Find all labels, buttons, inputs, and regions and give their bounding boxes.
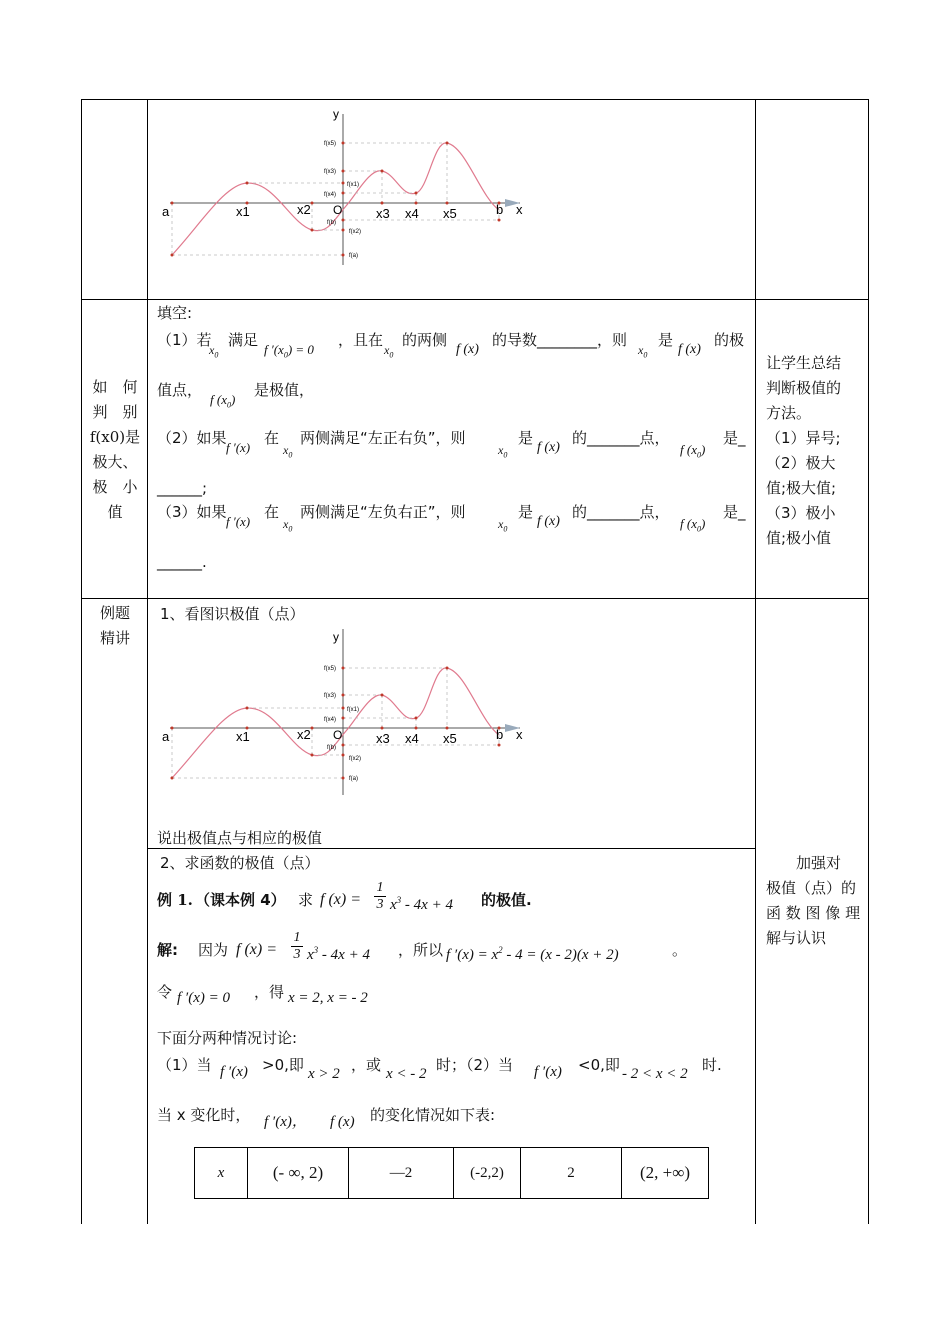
col-divider-2 (755, 99, 756, 1224)
g2-x1-label: x1 (236, 729, 250, 744)
q3-c: 两侧满足“左负右正”，则 (300, 503, 466, 521)
q3-fpx: f ′(x) (226, 514, 251, 529)
g1-fa-label: f(a) (349, 253, 358, 259)
q3-fx: f (x) (537, 514, 560, 529)
g2-o-label: O (333, 728, 343, 742)
g1-b-label: b (496, 202, 504, 217)
ling-de: ，得 (254, 983, 285, 1001)
row2-right-3: 方法。 (766, 404, 812, 422)
ling-label: 令 (157, 983, 173, 1001)
case-1-e: x < - 2 (386, 1066, 427, 1082)
vt-h-mid: (-2,2) (454, 1148, 521, 1199)
g1-fx2-label: f(x2) (349, 229, 361, 235)
q3-f: 是_ (723, 503, 746, 521)
row2-left-line-1: 如 何 (92, 378, 138, 396)
case-1-b: >0,即 (262, 1056, 304, 1074)
g2-a-label: a (162, 729, 170, 744)
extremum-graph-1 (150, 100, 540, 270)
g2-x-label: x (516, 727, 523, 742)
row2-right-7: （3）极小 (766, 504, 836, 522)
row-divider-1 (81, 299, 869, 300)
q2-fx0: f $(x_0)$ (680, 442, 706, 460)
q3-x0b: $x_0$ (498, 517, 508, 534)
row2-left-line-3: f(x0)是 (89, 428, 141, 446)
g2-b-label: b (496, 727, 504, 742)
q1-fx: f (x) (456, 342, 479, 357)
case-1-d: ，或 (351, 1056, 382, 1074)
row2-left-line-2: 判 别 (92, 403, 138, 421)
q2-fx: f (x) (537, 440, 560, 455)
q2-x0b: $x_0$ (498, 443, 508, 460)
row-divider-2 (81, 598, 869, 599)
g2-fx1-label: f(x1) (347, 707, 359, 713)
ling-eq0: f ′(x) = 0 (177, 990, 230, 1006)
row2-right-2: 判断极值的 (766, 379, 842, 397)
row3-right-3: 函 数 图 像 理 (766, 904, 861, 922)
g1-fx5-label: f(x5) (324, 141, 336, 147)
case-1-c: x > 2 (308, 1066, 340, 1082)
g2-fa-label: f(a) (349, 776, 358, 782)
row2-left-line-5: 极 小 (92, 478, 138, 496)
g1-x2-label: x2 (297, 202, 311, 217)
q2-b: 在 (264, 429, 280, 447)
q2-e: 的_______点， (572, 429, 670, 447)
row2-right-5: （2）极大 (766, 454, 836, 472)
example-tail: 的极值. (481, 891, 532, 909)
q1-fx0: f $(x_0)$ (210, 392, 236, 410)
q1-fpx0: f $'(x_0) = 0$ (264, 342, 314, 360)
g2-x4-label: x4 (405, 731, 419, 746)
row2-left-line-4: 极大、 (92, 453, 138, 471)
g2-y-label: y (333, 630, 339, 644)
q3-d: 是 (518, 503, 534, 521)
q1-c: ，且在 (338, 331, 384, 349)
sec2-title: 2、求函数的极值（点） (160, 854, 320, 872)
variation-table (194, 1147, 709, 1199)
q3-e: 的_______点， (572, 503, 670, 521)
vt-h-neg-inf: (- ∞, 2) (248, 1148, 349, 1199)
g1-x3-label: x3 (376, 206, 390, 221)
solution-frac-den: 3 (291, 946, 303, 963)
solution-so: ，所以 (398, 941, 444, 959)
example-frac (374, 880, 386, 913)
g2-x3-label: x3 (376, 731, 390, 746)
g1-fx4-label: f(x4) (324, 192, 336, 198)
g2-fx4-label: f(x4) (324, 717, 336, 723)
g2-x5-label: x5 (443, 731, 457, 746)
solution-frac (291, 930, 303, 963)
row2-right-4: （1）异号; (766, 429, 841, 447)
change-fx: f (x) (330, 1114, 355, 1130)
change-fpx: f ′(x)， (264, 1114, 307, 1130)
g2-fx5-label: f(x5) (324, 666, 336, 672)
solution-end: 。 (672, 941, 688, 959)
q2-x0: $x_0$ (283, 443, 293, 460)
solution-derivative: f $'(x) = x^2 - 4 = (x - 2)(x + 2)$ (446, 945, 619, 963)
q1-f: 是 (658, 331, 674, 349)
row2-title: 填空: (157, 304, 193, 322)
vt-h-2: 2 (521, 1148, 622, 1199)
row2-right-6: 值;极大值; (766, 479, 837, 497)
g1-fb-label: f(b) (327, 220, 336, 226)
solution-label: 解: (157, 941, 178, 959)
g2-fx3-label: f(x3) (324, 693, 336, 699)
vt-h-x: x (195, 1148, 248, 1199)
ling-roots: x = 2, x = - 2 (288, 990, 368, 1006)
row2-right-1: 让学生总结 (766, 354, 842, 372)
change-a: 当 x 变化时， (157, 1106, 251, 1124)
example-fdef-lhs: f (x) = (320, 891, 361, 908)
example-fdef-rhs: $x^3 - 4x + 4$ (390, 895, 453, 913)
q1-a: （1）若 (157, 331, 212, 349)
frame-right (868, 99, 869, 1224)
case-2-h: - 2 < x < 2 (622, 1066, 688, 1082)
q1-e: 的导数________，则 (492, 331, 628, 349)
g2-fb-label: f(b) (327, 745, 336, 751)
sec1-caption: 说出极值点与相应的极值 (157, 829, 323, 847)
q1-fx-b: f (x) (678, 342, 701, 357)
example-label: 例 1. (157, 891, 193, 909)
frame-left (81, 99, 82, 1224)
example-ask: 求 (298, 891, 314, 909)
q2-c: 两侧满足“左正右负”，则 (300, 429, 466, 447)
row2-left-line-6: 值 (107, 503, 123, 521)
q2-d: 是 (518, 429, 534, 447)
g1-x5-label: x5 (443, 206, 457, 221)
g1-x-label: x (516, 202, 523, 217)
row3-left-line-1: 例题 (99, 604, 130, 622)
case-1-f: 时；（2）当 (436, 1056, 514, 1074)
q1-x0b: $x_0$ (384, 343, 394, 360)
q1-i: 是极值， (254, 381, 315, 399)
row3-right-2: 极值（点）的 (766, 879, 857, 897)
q2-f: 是_ (723, 429, 746, 447)
example-frac-num: 1 (376, 880, 384, 895)
change-b: 的变化情况如下表: (370, 1106, 496, 1124)
g1-x1-label: x1 (236, 204, 250, 219)
row3-left-line-2: 精讲 (99, 629, 130, 647)
g1-fx3-label: f(x3) (324, 169, 336, 175)
q3-x0: $x_0$ (283, 517, 293, 534)
g2-x2-label: x2 (297, 727, 311, 742)
solution-frac-num: 1 (293, 930, 301, 945)
row3-right-1: 加强对 (766, 854, 842, 872)
case-1-a: （1）当 (157, 1056, 212, 1074)
q1-b: 满足 (228, 331, 259, 349)
extremum-graph-2 (150, 625, 540, 795)
g1-y-label: y (333, 107, 339, 121)
example-source: （课本例 4） (195, 891, 286, 909)
q1-d: 的两侧 (402, 331, 448, 349)
g1-o-label: O (333, 203, 343, 217)
col-divider-1 (147, 99, 148, 1224)
example-frac-den: 3 (374, 896, 386, 913)
solution-fdef-lhs: f (x) = (236, 941, 277, 958)
row2-right-8: 值;极小值 (766, 529, 832, 547)
g1-a-label: a (162, 204, 170, 219)
case-2-fpx: f ′(x) (534, 1064, 562, 1080)
row3-right-4: 解与认识 (766, 929, 827, 947)
q1-x0: $x_0$ (209, 343, 219, 360)
q2-g: ______; (157, 479, 208, 497)
g2-fx2-label: f(x2) (349, 756, 361, 762)
solution-fdef-rhs: $x^3 - 4x + 4$ (307, 945, 370, 963)
q2-fpx: f ′(x) (226, 440, 251, 455)
case-2-i: 时. (702, 1056, 722, 1074)
g1-x4-label: x4 (405, 206, 419, 221)
variation-table-header-row (195, 1148, 709, 1199)
q3-b: 在 (264, 503, 280, 521)
case-2-g: <0,即 (578, 1056, 620, 1074)
q1-g: 的极 (714, 331, 745, 349)
q2-a: （2）如果 (157, 429, 227, 447)
vt-h-minus2: —2 (349, 1148, 454, 1199)
discuss-line: 下面分两种情况讨论: (157, 1029, 298, 1047)
q3-g: ______. (157, 553, 207, 571)
case-1-fpx: f ′(x) (220, 1064, 248, 1080)
q1-x0c: $x_0$ (638, 343, 648, 360)
sec1-title: 1、看图识极值（点） (160, 605, 305, 623)
q3-a: （3）如果 (157, 503, 227, 521)
q1-h: 值点， (157, 381, 203, 399)
q3-fx0: f $(x_0)$ (680, 516, 706, 534)
solution-because: 因为 (198, 941, 229, 959)
vt-h-pos-inf: (2, +∞) (622, 1148, 709, 1199)
row-divider-inner (147, 848, 756, 849)
g1-fx1-label: f(x1) (347, 182, 359, 188)
